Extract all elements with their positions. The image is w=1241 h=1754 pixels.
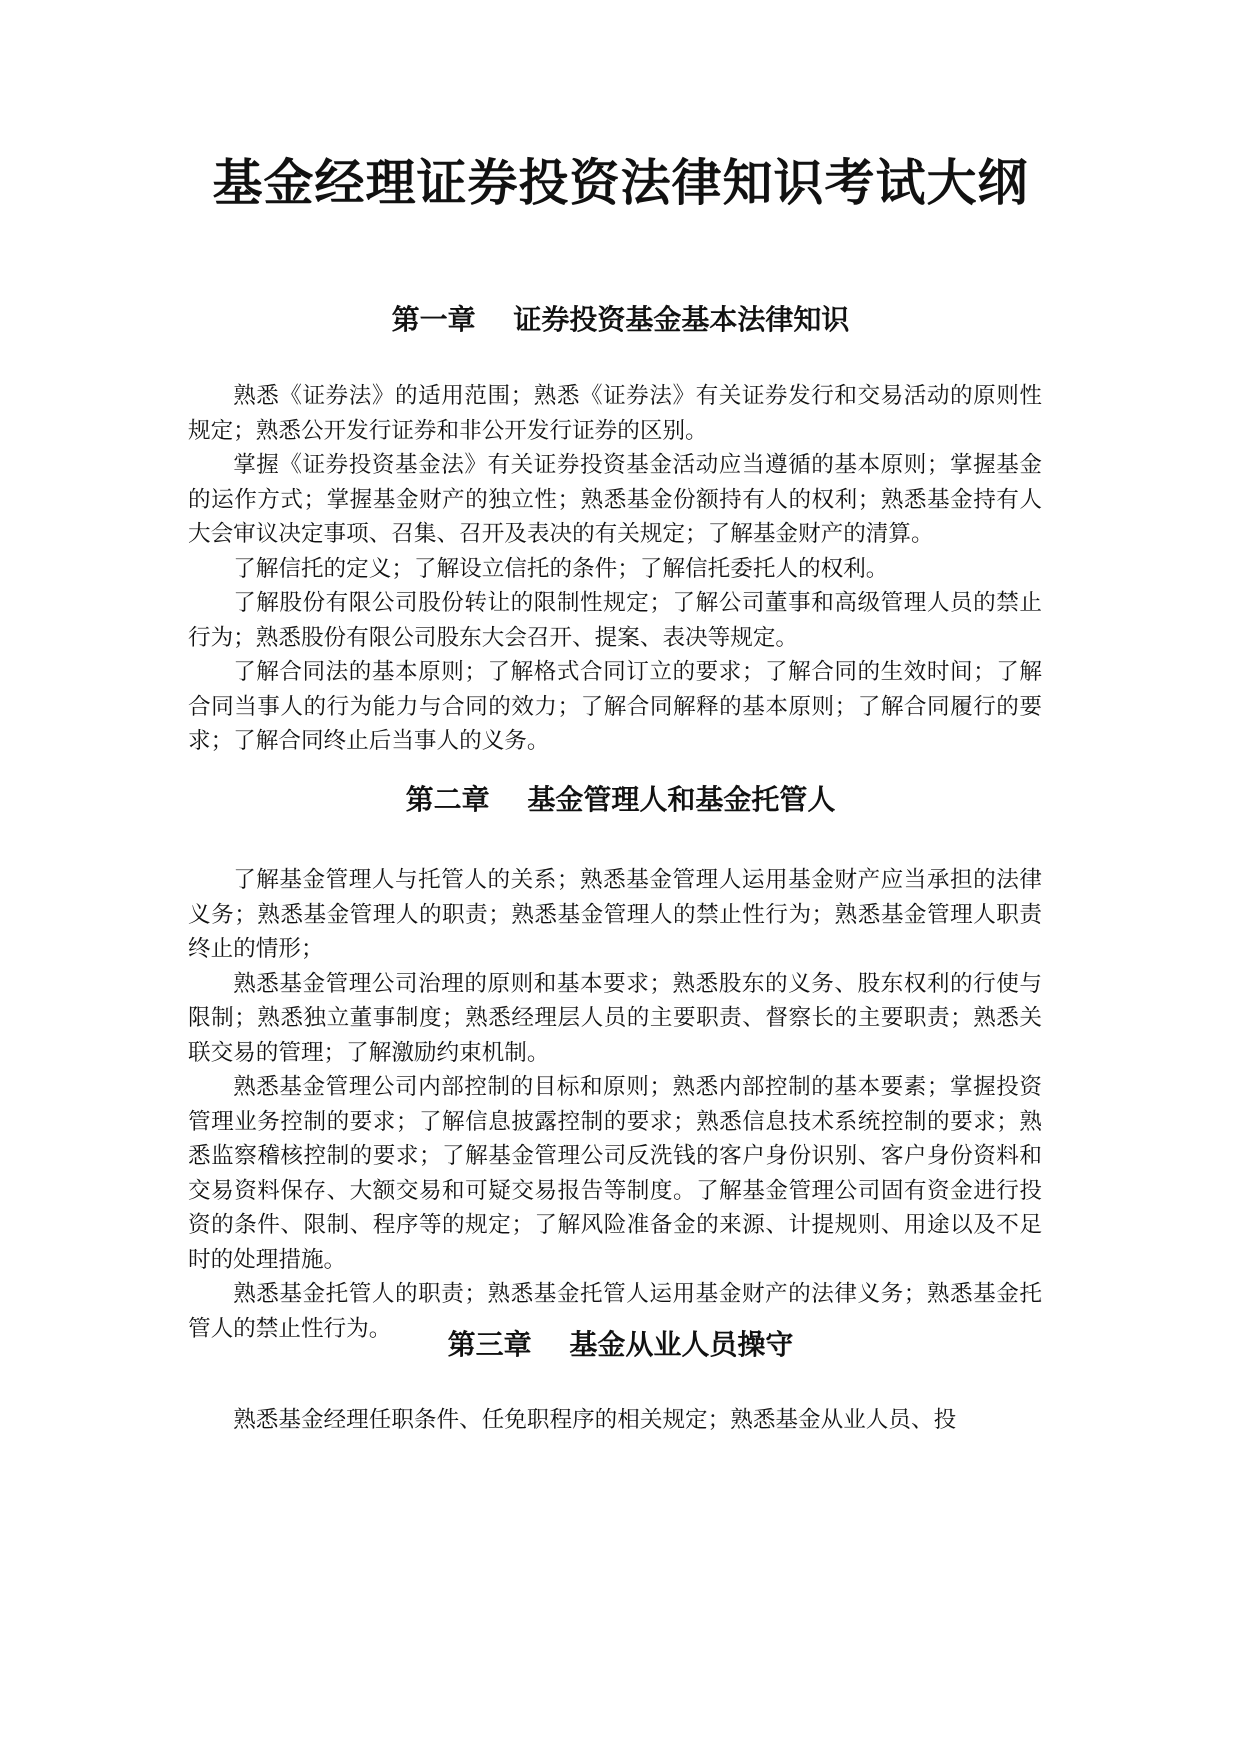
paragraph: 熟悉基金管理公司内部控制的目标和原则；熟悉内部控制的基本要素；掌握投资管理业务控制的要求；了解信息披露控制的要求；熟悉信息技术系统控制的要求；熟悉监察稽核控制的要求；了解基金管理公司反洗钱的客户身份识别、客户身份资料和交易资料保存、大额交易和可疑交易报告等制度。了解基金管理公司固有资金进行投资的条件、限制、程序等的规定；了解风险准备金的来源、计提规则、用途以及不足时的处理措施。 <box>188 1074 1042 1273</box>
paragraph: 了解合同法的基本原则；了解格式合同订立的要求；了解合同的生效时间；了解合同当事人的行为能力与合同的效力；了解合同解释的基本原则；了解合同履行的要求；了解合同终止后当事人的义务。 <box>188 659 1042 754</box>
chapter-1-body <box>188 379 1042 759</box>
chapter-2-body <box>188 863 1042 1346</box>
paragraph: 熟悉基金管理公司治理的原则和基本要求；熟悉股东的义务、股东权利的行使与限制；熟悉独立董事制度；熟悉经理层人员的主要职责、督察长的主要职责；熟悉关联交易的管理；了解激励约束机制。 <box>188 970 1042 1066</box>
paragraph: 熟悉基金经理任职条件、任免职程序的相关规定；熟悉基金从业人员、投 <box>233 1407 957 1433</box>
chapter-2-heading: 第二章 基金管理人和基金托管人 <box>405 783 836 816</box>
paragraph: 熟悉《证券法》的适用范围；熟悉《证券法》有关证券发行和交易活动的原则性规定；熟悉公开发行证券和非公开发行证券的区别。 <box>188 383 1042 444</box>
paragraph: 了解基金管理人与托管人的关系；熟悉基金管理人运用基金财产应当承担的法律义务；熟悉基金管理人的职责；熟悉基金管理人的禁止性行为；熟悉基金管理人职责终止的情形； <box>188 867 1042 962</box>
document-title: 基金经理证券投资法律知识考试大纲 <box>212 153 1029 212</box>
paragraph: 熟悉基金托管人的职责；熟悉基金托管人运用基金财产的法律义务；熟悉基金托管人的禁止性行为。 <box>188 1281 1042 1342</box>
chapter-3-body <box>188 1403 1042 1438</box>
paragraph: 了解股份有限公司股份转让的限制性规定；了解公司董事和高级管理人员的禁止行为；熟悉股份有限公司股东大会召开、提案、表决等规定。 <box>188 590 1042 651</box>
chapter-1-heading: 第一章 证券投资基金基本法律知识 <box>391 303 850 336</box>
chapter-3-heading: 第三章 基金从业人员操守 <box>447 1328 794 1361</box>
paragraph: 掌握《证券投资基金法》有关证券投资基金活动应当遵循的基本原则；掌握基金的运作方式；掌握基金财产的独立性；熟悉基金份额持有人的权利；熟悉基金持有人大会审议决定事项、召集、召开及表决的有关规定；了解基金财产的清算。 <box>188 452 1042 547</box>
paragraph: 了解信托的定义；了解设立信托的条件；了解信托委托人的权利。 <box>233 555 889 582</box>
